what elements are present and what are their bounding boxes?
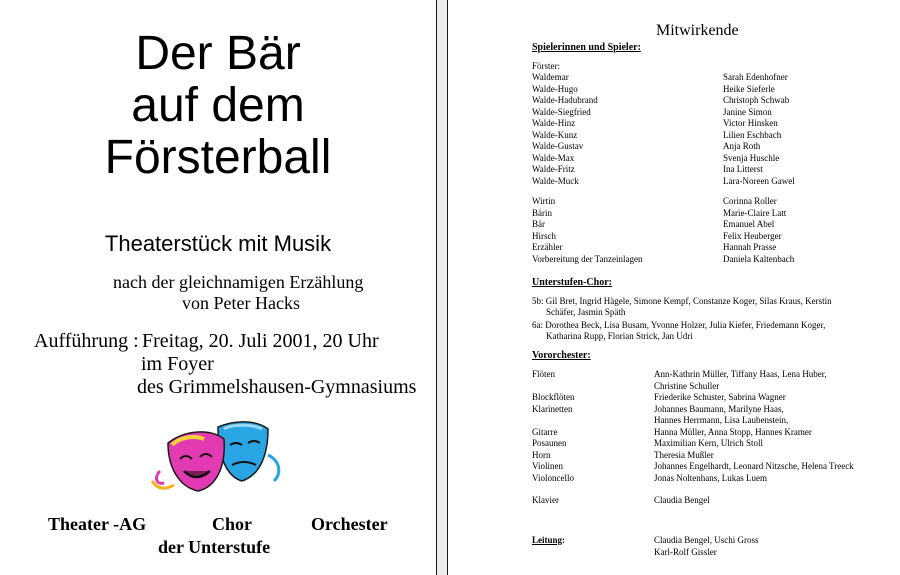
- actor-name: Janine Simon: [723, 106, 772, 117]
- role-name: Hirsch: [532, 230, 556, 241]
- role-name: Vorbereitung der Tanzeinlagen: [532, 253, 643, 264]
- actor-name: Felix Heuberger: [723, 230, 782, 241]
- leitung-name-1: Claudia Bengel, Uschi Gross: [654, 535, 759, 545]
- instrument-name: Posaunen: [532, 438, 567, 448]
- actor-name: Hannah Prasse: [723, 242, 777, 252]
- title-line-3: Försterball: [104, 131, 332, 184]
- group-chor: Chor: [212, 514, 252, 534]
- actor-name: Corinna Roller: [723, 196, 777, 206]
- musician-names: Ann-Kathrin Müller, Tiffany Haas, Lena Huber,: [654, 369, 827, 379]
- role-name: Walde-Max: [532, 152, 575, 163]
- actor-name: Victor Hinsken: [723, 118, 778, 128]
- groups-subline: der Unterstufe: [158, 537, 271, 557]
- musician-names: Maximilian Kern, Ulrich Stoll: [654, 438, 763, 448]
- actor-name: Ina Litterst: [723, 164, 763, 174]
- theater-masks-icon: [150, 415, 290, 495]
- instrument-name: Blockflöten: [532, 392, 575, 402]
- musician-names: Theresia Mußler: [654, 449, 714, 460]
- performance-place-1: im Foyer: [141, 353, 214, 375]
- players-heading: Spielerinnen und Spieler:: [532, 42, 641, 53]
- actor-name: Daniela Kaltenbach: [723, 253, 795, 264]
- role-name: Walde-Gustav: [532, 141, 584, 151]
- musician-names: Johannes Engelhardt, Leonard Nitzsche, Helena Treeck: [654, 461, 854, 471]
- role-name: Walde-Fritz: [532, 164, 575, 174]
- actor-name: Heike Sieferle: [723, 83, 775, 94]
- right-page: [448, 0, 900, 575]
- role-name: Walde-Hadubrand: [532, 95, 598, 105]
- group-theater: Theater -AG: [48, 514, 147, 534]
- musician-names: Christine Schuller: [654, 380, 720, 391]
- role-name: Walde-Siegfried: [532, 106, 591, 117]
- choir-6a-line-2: Katharina Rupp, Florian Strick, Jan Udri: [546, 331, 693, 341]
- piano-label: Klavier: [532, 495, 559, 505]
- role-name: Walde-Hinz: [532, 118, 576, 128]
- instrument-name: Flöten: [532, 369, 556, 379]
- subtitle: Theaterstück mit Musik: [104, 231, 332, 256]
- page-divider-left: [436, 0, 437, 575]
- instrument-name: Horn: [532, 449, 551, 460]
- role-name: Walde-Muck: [532, 175, 579, 186]
- contributors-heading: Mitwirkende: [656, 22, 739, 39]
- role-name: Walde-Hugo: [532, 83, 578, 94]
- title-line-2: auf dem: [131, 79, 305, 132]
- musician-names: Jonas Noltenhans, Lukas Luem: [654, 472, 767, 483]
- title-line-1: Der Bär: [135, 27, 301, 80]
- orchestra-heading: Vororchester:: [532, 350, 591, 361]
- performance-place-2: des Grimmelshausen-Gymnasiums: [137, 376, 417, 398]
- left-page: [0, 0, 436, 575]
- role-name: Wirtin: [532, 196, 556, 206]
- actor-name: Svenja Huschle: [723, 152, 780, 163]
- choir-5b-line-2: Schäfer, Jasmin Späth: [546, 307, 626, 317]
- role-name: Walde-Kunz: [532, 129, 578, 140]
- role-name: Bärin: [532, 207, 552, 218]
- foerster-label: Förster:: [532, 61, 560, 71]
- musician-names: Hannes Herrmann, Lisa Laubenstein,: [654, 415, 789, 425]
- actor-name: Lara-Noreen Gawel: [723, 175, 795, 186]
- leitung-label: [532, 535, 565, 547]
- choir-6a-line-1: 6a: Dorothea Beck, Lisa Busam, Yvonne Holzer, Julia Kiefer, Friedemann Koger,: [532, 320, 826, 330]
- group-orchester: Orchester: [311, 514, 388, 534]
- instrument-name: Klarinetten: [532, 403, 573, 414]
- leitung-colon: :: [562, 535, 566, 545]
- musician-names: Friederike Schuster, Sabrina Wagner: [654, 392, 786, 402]
- leitung-name-2: Karl-Rolf Gissler: [654, 547, 717, 557]
- piano-name: Claudia Bengel: [654, 495, 710, 505]
- basis-line-2: von Peter Hacks: [182, 293, 300, 313]
- actor-name: Anja Roth: [723, 141, 761, 151]
- actor-name: Marie-Claire Latt: [723, 207, 787, 218]
- actor-name: Emanuel Abel: [723, 219, 775, 229]
- basis-line-1: nach der gleichnamigen Erzählung: [113, 272, 364, 292]
- role-name: Erzähler: [532, 242, 563, 252]
- leitung-label-text: Leitung: [532, 535, 563, 545]
- actor-name: Sarah Edenhofner: [723, 72, 788, 82]
- performance-label: Aufführung :: [34, 330, 139, 352]
- musician-names: Johannes Baumann, Marilyne Haas,: [654, 403, 784, 414]
- instrument-name: Gitarre: [532, 426, 558, 437]
- instrument-name: Violoncello: [532, 472, 574, 483]
- choir-5b-line-1: 5b: Gil Bret, Ingrid Hägele, Simone Kempf, Constanze Koger, Silas Kraus, Kerstin: [532, 296, 832, 306]
- performance-date: Freitag, 20. Juli 2001, 20 Uhr: [142, 330, 379, 352]
- actor-name: Christoph Schwab: [723, 95, 790, 105]
- choir-heading: Unterstufen-Chor:: [532, 277, 612, 288]
- musician-names: Hanna Müller, Anna Stopp, Hannes Kramer: [654, 426, 812, 437]
- role-name: Bär: [532, 219, 545, 229]
- actor-name: Lilien Eschbach: [723, 129, 782, 140]
- role-name: Waldemar: [532, 72, 569, 82]
- instrument-name: Violinen: [532, 461, 563, 471]
